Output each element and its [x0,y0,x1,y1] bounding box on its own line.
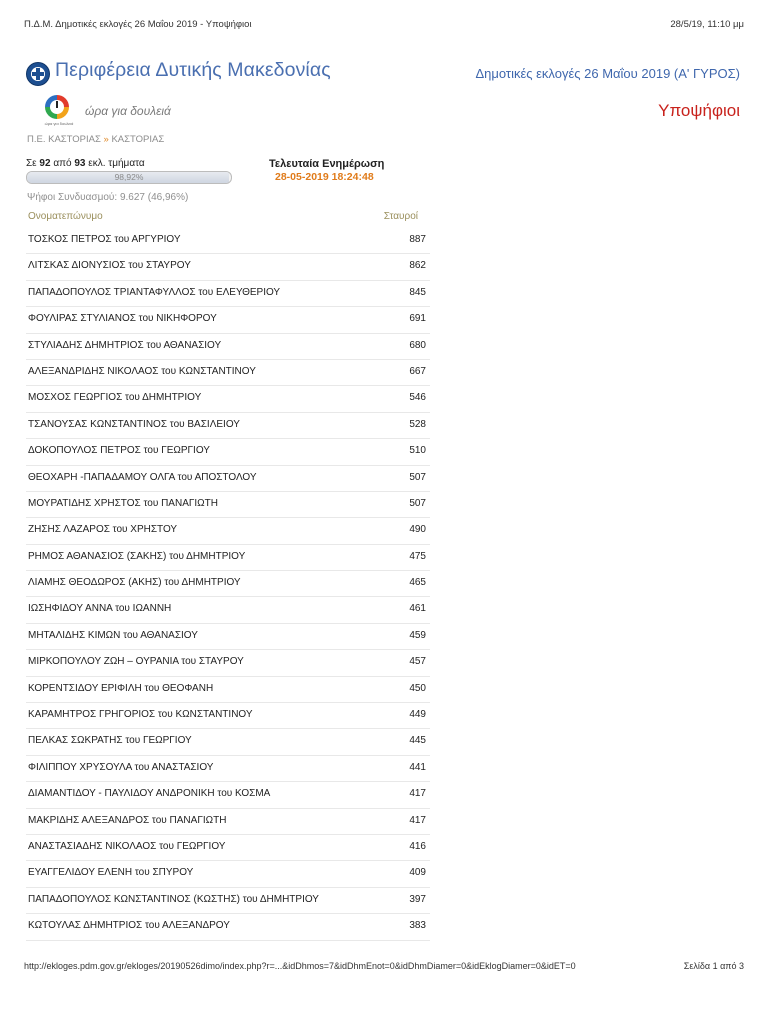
candidate-votes: 475 [409,550,426,562]
candidate-votes: 465 [409,577,426,589]
candidate-votes: 459 [409,629,426,641]
page-url: http://ekloges.pdm.gov.gr/ekloges/20190526dimo/index.php?r=...&idDhmos=7&idDhmEnot=0&idDhmDiamer=0&idEklogDiamer=0&idET=0 [24,961,576,971]
table-row [26,888,430,914]
precincts-counted: 92 [39,158,51,169]
candidate-votes: 397 [409,893,426,905]
election-title: Δημοτικές εκλογές 26 Μαΐου 2019 (Α' ΓΥΡΟΣ) [475,66,740,81]
candidate-votes: 450 [409,682,426,694]
candidate-name: ΔΙΑΜΑΝΤΙΔΟΥ - ΠΑΥΛΙΔΟΥ ΑΝΔΡΟΝΙΚΗ του ΚΟΣΜΑ [28,788,271,800]
column-votes-header: Σταυροί [383,211,418,222]
candidate-name: ΤΟΣΚΟΣ ΠΕΤΡΟΣ του ΑΡΓΥΡΙΟΥ [28,234,181,245]
candidate-name: ΣΤΥΛΙΑΔΗΣ ΔΗΜΗΤΡΙΟΣ του ΑΘΑΝΑΣΙΟΥ [28,339,222,351]
clock-logo-icon [43,95,73,125]
candidate-votes: 457 [409,656,426,668]
table-row [26,729,430,755]
table-row [26,861,430,887]
page-number: Σελίδα 1 από 3 [683,961,744,971]
candidate-name: ΜΙΡΚΟΠΟΥΛΟΥ ΖΩΗ – ΟΥΡΑΝΙΑ του ΣΤΑΥΡΟΥ [28,656,244,668]
candidate-votes: 417 [409,788,426,800]
table-row [26,439,430,465]
table-row [26,809,430,835]
candidate-votes: 416 [409,840,426,852]
candidate-name: ΡΗΜΟΣ ΑΘΑΝΑΣΙΟΣ (ΣΑΚΗΣ) του ΔΗΜΗΤΡΙΟΥ [28,550,246,562]
table-row [26,281,430,307]
candidate-name: ΚΟΡΕΝΤΣΙΔΟΥ ΕΡΙΦΙΛΗ του ΘΕΟΦΑΝΗ [28,682,214,694]
candidate-votes: 441 [409,761,426,773]
precincts-total: 93 [74,158,86,169]
table-row [26,545,430,571]
precincts-counted-label: Σε 92 από 93 εκλ. τμήματα [26,158,145,169]
breadcrumb-municipality[interactable]: ΚΑΣΤΟΡΙΑΣ [111,134,165,145]
candidate-name: ΘΕΟΧΑΡΗ -ΠΑΠΑΔΑΜΟΥ ΟΛΓΑ του ΑΠΟΣΤΟΛΟΥ [28,471,257,483]
table-header [28,211,418,225]
candidate-name: ΑΛΕΞΑΝΔΡΙΔΗΣ ΝΙΚΟΛΑΟΣ του ΚΩΝΣΤΑΝΤΙΝΟΥ [28,365,256,377]
progress-percent: 98,92% [114,172,144,182]
candidate-name: ΛΙΤΣΚΑΣ ΔΙΟΝΥΣΙΟΣ του ΣΤΑΥΡΟΥ [28,260,191,272]
candidate-votes: 680 [409,339,426,351]
candidate-name: ΠΑΠΑΔΟΠΟΥΛΟΣ ΚΩΝΣΤΑΝΤΙΝΟΣ (ΚΩΣΤΗΣ) του ΔΗΜΗΤΡΙΟΥ [28,893,319,905]
table-row [26,307,430,333]
candidate-votes: 445 [409,735,426,747]
table-row [26,334,430,360]
table-row [26,677,430,703]
breadcrumb-separator: » [103,134,109,145]
table-row [26,597,430,623]
candidate-votes: 409 [409,867,426,879]
table-row [26,466,430,492]
count-progress-bar [26,171,232,184]
candidate-name: ΦΟΥΛΙΡΑΣ ΣΤΥΛΙΑΝΟΣ του ΝΙΚΗΦΟΡΟΥ [28,313,217,325]
print-header [24,19,744,33]
site-title-link[interactable]: Περιφέρεια Δυτικής Μακεδονίας [55,59,331,81]
table-row [26,518,430,544]
candidate-name: ΜΗΤΑΛΙΔΗΣ ΚΙΜΩΝ του ΑΘΑΝΑΣΙΟΥ [28,629,198,641]
candidate-votes: 490 [409,524,426,536]
greek-emblem-icon [26,62,50,86]
logo-caption: ώρα για δουλειά [44,121,74,126]
table-row [26,914,430,940]
candidate-name: ΕΥΑΓΓΕΛΙΔΟΥ ΕΛΕΝΗ του ΣΠΥΡΟΥ [28,867,194,879]
candidate-name: ΠΑΠΑΔΟΠΟΥΛΟΣ ΤΡΙΑΝΤΑΦΥΛΛΟΣ του ΕΛΕΥΘΕΡΙΟΥ [28,286,281,298]
candidate-votes: 546 [409,392,426,404]
table-row [26,703,430,729]
print-footer [24,961,744,975]
combined-votes: Ψήφοι Συνδυασμού: 9.627 (46,96%) [27,192,189,203]
last-update-time: 28-05-2019 18:24:48 [275,171,374,183]
page-title: Υποψήφιοι [658,101,740,120]
table-row [26,835,430,861]
candidate-name: ΜΟΥΡΑΤΙΔΗΣ ΧΡΗΣΤΟΣ του ΠΑΝΑΓΙΩΤΗ [28,497,218,509]
candidate-votes: 507 [409,471,426,483]
site-banner [24,58,740,88]
candidate-votes: 510 [409,445,426,457]
table-row [26,571,430,597]
candidate-votes: 862 [409,260,426,272]
candidate-votes: 383 [409,920,426,932]
candidate-name: ΜΟΣΧΟΣ ΓΕΩΡΓΙΟΣ του ΔΗΜΗΤΡΙΟΥ [28,392,202,404]
candidate-votes: 691 [409,313,426,325]
candidate-votes: 667 [409,365,426,377]
table-row [26,360,430,386]
candidate-votes: 449 [409,709,426,721]
table-row [26,492,430,518]
table-row [26,756,430,782]
candidate-name: ΙΩΣΗΦΙΔΟΥ ΑΝΝΑ του ΙΩΑΝΝΗ [28,603,172,615]
candidate-name: ΚΩΤΟΥΛΑΣ ΔΗΜΗΤΡΙΟΣ του ΑΛΕΞΑΝΔΡΟΥ [28,920,230,932]
candidate-votes: 887 [409,234,426,245]
table-row [26,413,430,439]
candidate-votes: 845 [409,286,426,298]
candidate-votes: 417 [409,814,426,826]
candidate-name: ΜΑΚΡΙΔΗΣ ΑΛΕΞΑΝΔΡΟΣ του ΠΑΝΑΓΙΩΤΗ [28,814,227,826]
candidate-votes: 461 [409,603,426,615]
breadcrumb-regional-unit[interactable]: Π.Ε. ΚΑΣΤΟΡΙΑΣ [27,134,101,145]
print-title: Π.Δ.Μ. Δημοτικές εκλογές 26 Μαΐου 2019 - Υποψήφιοι [24,19,252,30]
candidate-name: ΚΑΡΑΜΗΤΡΟΣ ΓΡΗΓΟΡΙΟΣ του ΚΩΝΣΤΑΝΤΙΝΟΥ [28,709,253,721]
table-row [26,624,430,650]
candidate-votes: 528 [409,418,426,430]
candidate-name: ΦΙΛΙΠΠΟΥ ΧΡΥΣΟΥΛΑ του ΑΝΑΣΤΑΣΙΟΥ [28,761,214,773]
column-name-header: Ονοματεπώνυμο [28,211,103,222]
table-row [26,254,430,280]
candidate-name: ΔΟΚΟΠΟΥΛΟΣ ΠΕΤΡΟΣ του ΓΕΩΡΓΙΟΥ [28,445,210,457]
candidate-name: ΠΕΛΚΑΣ ΣΩΚΡΑΤΗΣ του ΓΕΩΡΓΙΟΥ [28,735,192,747]
candidate-votes: 507 [409,497,426,509]
slogan: ώρα για δουλειά [85,104,171,118]
breadcrumb [27,134,164,145]
candidate-name: ΖΗΣΗΣ ΛΑΖΑΡΟΣ του ΧΡΗΣΤΟΥ [28,524,178,536]
print-datetime: 28/5/19, 11:10 μμ [670,19,744,30]
candidate-name: ΑΝΑΣΤΑΣΙΑΔΗΣ ΝΙΚΟΛΑΟΣ του ΓΕΩΡΓΙΟΥ [28,840,226,852]
table-row [26,228,430,254]
candidate-name: ΤΣΑΝΟΥΣΑΣ ΚΩΝΣΤΑΝΤΙΝΟΣ του ΒΑΣΙΛΕΙΟΥ [28,418,240,430]
last-update-label: Τελευταία Ενημέρωση [269,158,385,170]
candidates-table [26,228,430,941]
table-row [26,782,430,808]
table-row [26,386,430,412]
candidate-name: ΛΙΑΜΗΣ ΘΕΟΔΩΡΟΣ (ΑΚΗΣ) του ΔΗΜΗΤΡΙΟΥ [28,577,241,589]
table-row [26,650,430,676]
